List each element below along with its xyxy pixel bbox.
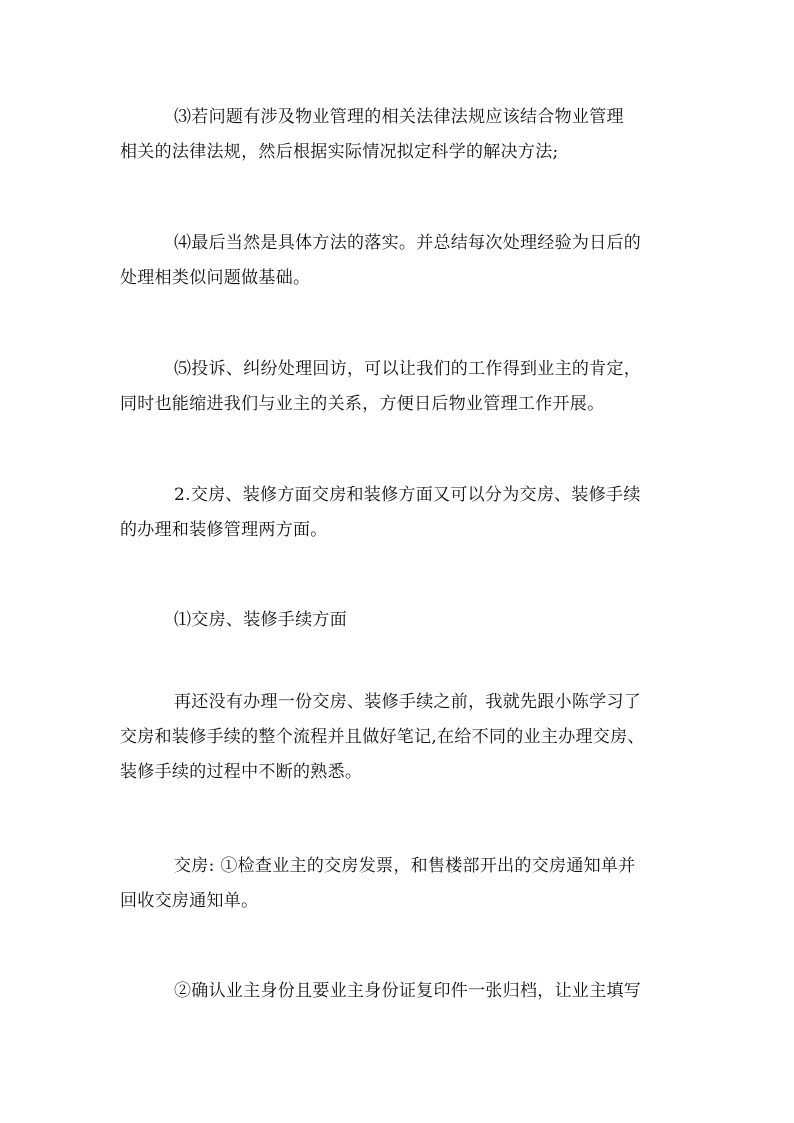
paragraph-legal-regulations [120,100,680,170]
paragraph-subsection-1 [120,603,680,638]
text-line: ⑴交房、装修手续方面 [174,610,347,630]
text-line: 装修手续的过程中不断的熟悉。 [120,762,363,782]
text-line: 相关的法律法规，然后根据实际情况拟定科学的解决方法; [120,142,559,162]
paragraph-section-2-heading [120,478,680,548]
text-line: 2.交房、装修方面交房和装修方面又可以分为交房、装修手续 [174,485,641,505]
paragraph-implementation [120,226,680,296]
paragraph-complaint-followup [120,352,680,422]
text-line: 同时也能缩进我们与业主的关系，方便日后物业管理工作开展。 [120,394,605,414]
text-line: 回收交房通知单。 [120,891,259,911]
text-line: 交房: ①检查业主的交房发票，和售楼部开出的交房通知单并 [174,856,636,876]
text-line: ⑸投诉、纠纷处理回访，可以让我们的工作得到业主的肯定， [174,359,642,379]
paragraph-handover-step-1 [120,849,680,919]
text-line: 交房和装修手续的整个流程并且做好笔记,在给不同的业主办理交房、 [120,727,645,747]
text-line: 处理相类似问题做基础。 [120,268,311,288]
paragraph-learning-process [120,685,680,790]
text-line: ⑷最后当然是具体方法的落实。并总结每次处理经验为日后的 [174,233,642,253]
text-line: ⑶若问题有涉及物业管理的相关法律法规应该结合物业管理 [174,107,624,127]
text-line: 再还没有办理一份交房、装修手续之前，我就先跟小陈学习了 [174,692,642,712]
text-line: 的办理和装修管理两方面。 [120,520,328,540]
text-line: ②确认业主身份且要业主身份证复印件一张归档，让业主填写 [174,981,642,1001]
paragraph-handover-step-2 [120,974,680,1009]
